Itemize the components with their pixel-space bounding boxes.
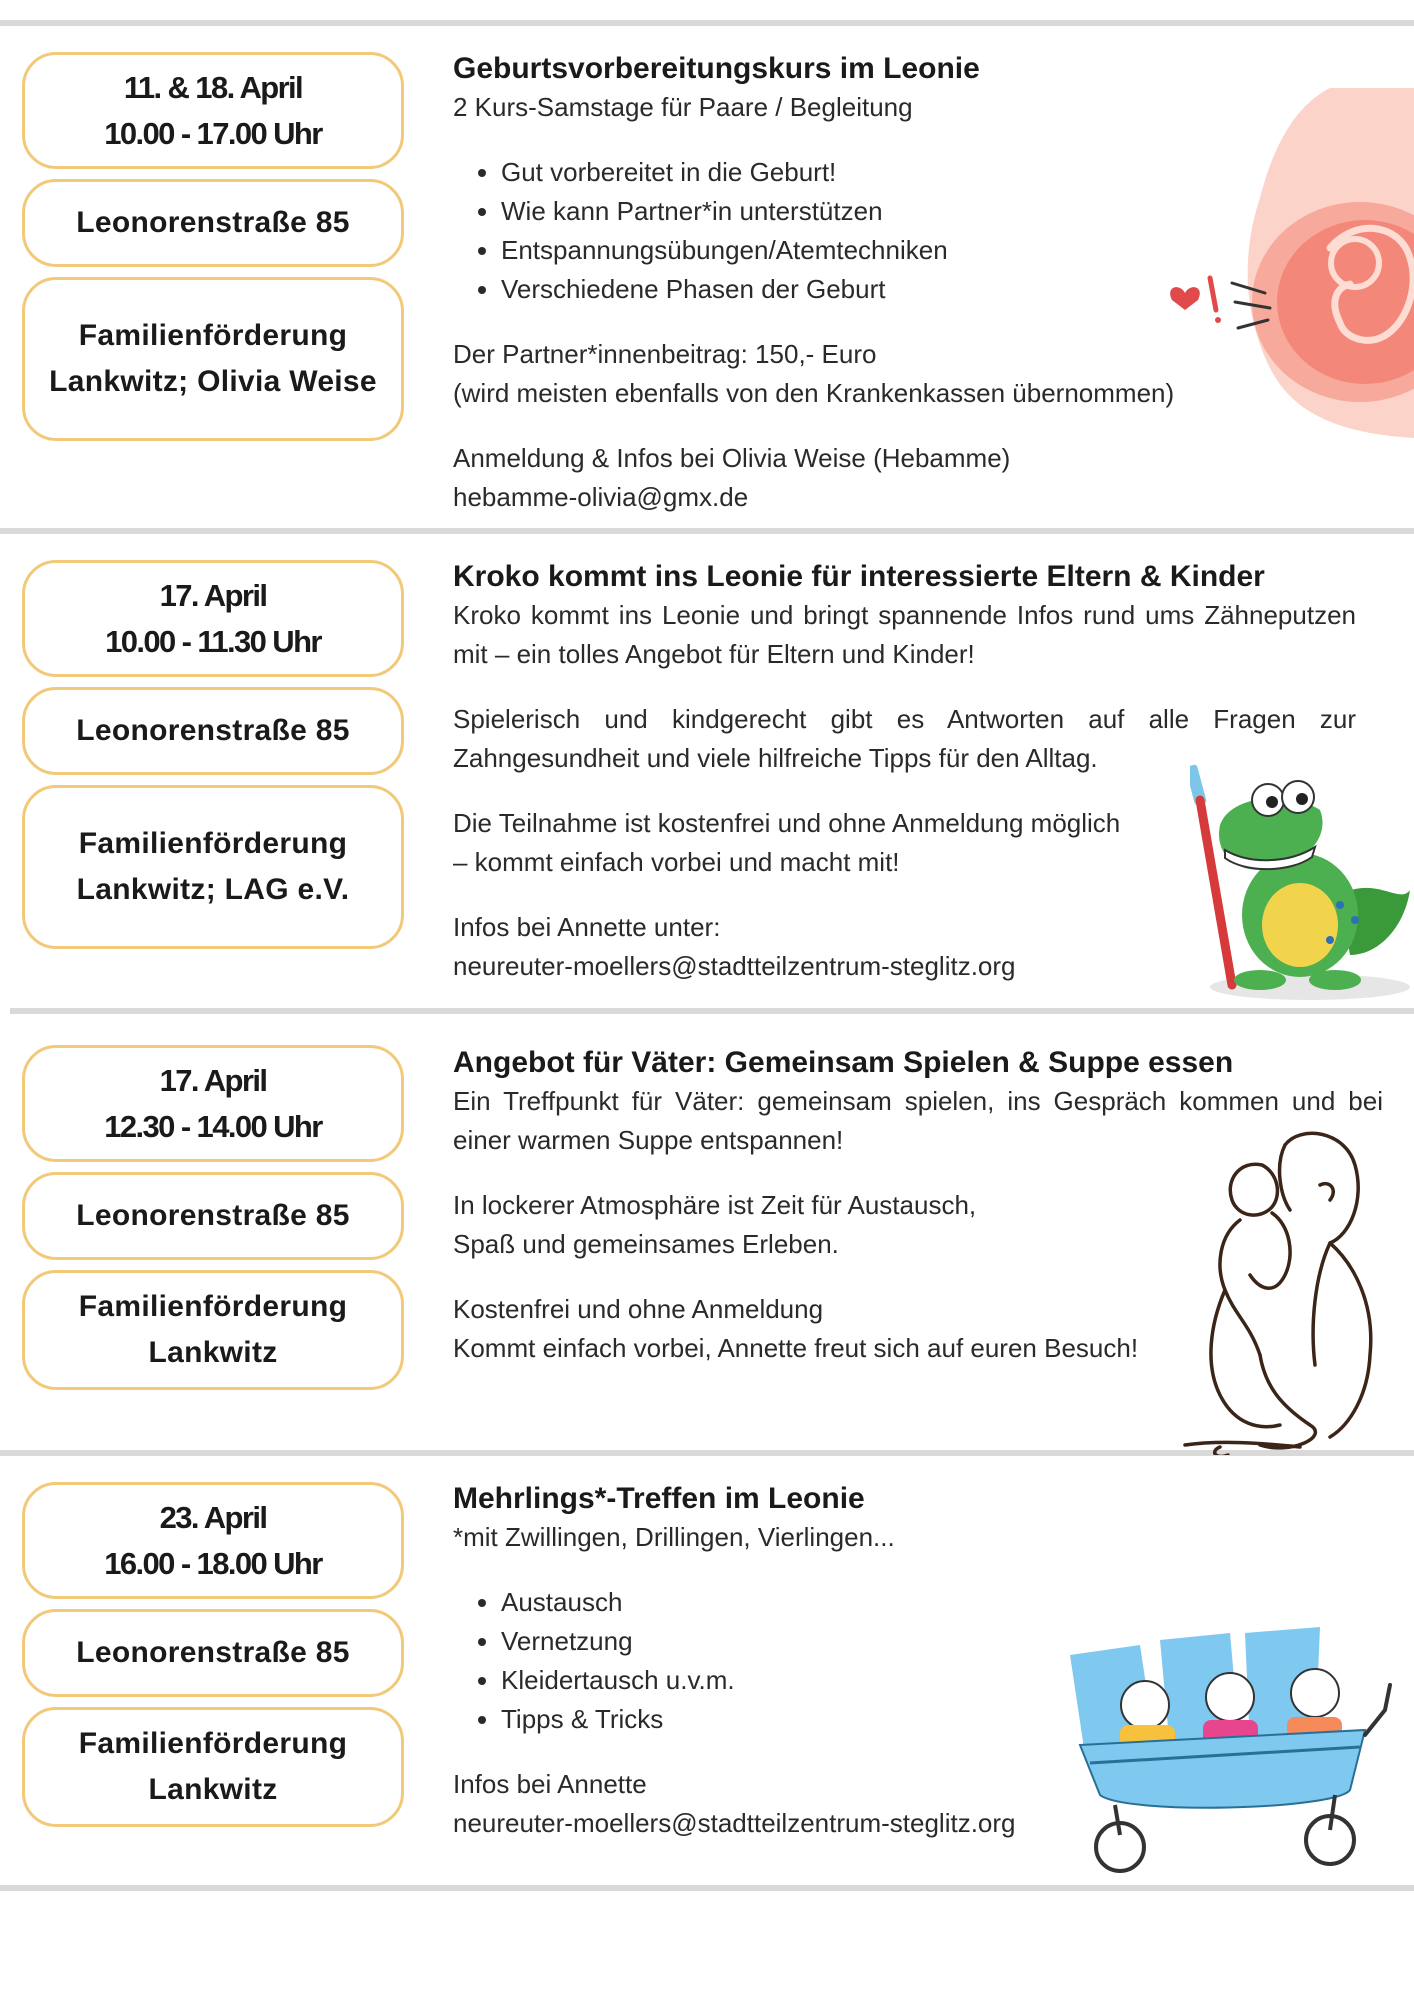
organizer-pill — [22, 1270, 404, 1390]
event-paragraph-1: Ein Treffpunkt für Väter: gemeinsam spielen, ins Gespräch kommen und bei einer warmen Suppe entspannen! — [453, 1086, 1383, 1155]
organizer-pill — [22, 277, 404, 441]
date-time-pill — [22, 52, 404, 169]
list-item: • Vernetzung — [501, 1622, 1353, 1661]
event-paragraph-3-line-2: Kommt einfach vorbei, Annette freut sich auf euren Besuch! — [453, 1333, 1139, 1363]
event-location: Leonorenstraße 85 — [76, 714, 350, 747]
list-item: • Entspannungsübungen/Atemtechniken — [501, 231, 1353, 270]
event-location: Leonorenstraße 85 — [76, 1636, 350, 1669]
event-paragraph-1: Kroko kommt ins Leonie und bringt spannende Infos rund ums Zähneputzen mit – ein tolles Angebot für Eltern und Kinder! — [453, 600, 1356, 669]
crocodile-toothbrush-illustration — [1190, 755, 1414, 1003]
contact-email[interactable]: hebamme-olivia@gmx.de — [453, 482, 749, 512]
list-item: • Verschiedene Phasen der Geburt — [501, 270, 1353, 309]
event-time: 10.00 - 11.30 Uhr — [105, 623, 321, 659]
location-pill — [22, 1172, 404, 1260]
event-date: 17. April — [159, 1062, 267, 1098]
event-title: Angebot für Väter: Gemeinsam Spielen & Suppe essen — [453, 1046, 1234, 1079]
event-date: 17. April — [159, 577, 267, 613]
event-paragraph-2-line-1: In lockerer Atmosphäre ist Zeit für Austausch, — [453, 1190, 977, 1220]
event-paragraph-3-line-1: Die Teilnahme ist kostenfrei und ohne Anmeldung möglich — [453, 808, 1121, 838]
list-item: • Austausch — [501, 1583, 1353, 1622]
list-item: • Gut vorbereitet in die Geburt! — [501, 153, 1353, 192]
organizer-line-1: Familienförderung — [78, 827, 348, 860]
event-date: 23. April — [159, 1499, 267, 1535]
event-subtitle: 2 Kurs-Samstage für Paare / Begleitung — [453, 92, 913, 122]
triplet-stroller-illustration — [1065, 1625, 1395, 1885]
event-date: 11. & 18. April — [123, 69, 303, 105]
event-time: 16.00 - 18.00 Uhr — [104, 1545, 322, 1581]
event-time: 12.30 - 14.00 Uhr — [104, 1108, 322, 1144]
organizer-pill — [22, 785, 404, 949]
list-item: • Kleidertausch u.v.m. — [501, 1661, 1353, 1700]
date-time-pill — [22, 1482, 404, 1599]
organizer-line-1: Familienförderung — [78, 1727, 348, 1760]
event-paragraph-3-line-1: Kostenfrei und ohne Anmeldung — [453, 1294, 824, 1324]
divider-2 — [10, 1008, 1414, 1014]
divider-1 — [0, 528, 1414, 534]
event-location: Leonorenstraße 85 — [76, 206, 350, 239]
event-paragraph-3-line-2: – kommt einfach vorbei und macht mit! — [453, 847, 900, 877]
organizer-line-2: Lankwitz — [148, 1773, 278, 1806]
fee-text: Der Partner*innenbeitrag: 150,- Euro — [453, 339, 877, 369]
divider-bottom — [0, 1885, 1414, 1891]
contact-text: Anmeldung & Infos bei Olivia Weise (Hebamme) — [453, 443, 1011, 473]
contact-text: Infos bei Annette — [453, 1769, 647, 1799]
date-time-pill — [22, 1045, 404, 1162]
event-title: Kroko kommt ins Leonie für interessierte Eltern & Kinder — [453, 560, 1265, 593]
contact-text: Infos bei Annette unter: — [453, 912, 721, 942]
event-paragraph-2-line-2: Spaß und gemeinsames Erleben. — [453, 1229, 839, 1259]
organizer-pill — [22, 1707, 404, 1827]
event-subtitle: *mit Zwillingen, Drillingen, Vierlingen... — [453, 1522, 895, 1552]
location-pill — [22, 1609, 404, 1697]
location-pill — [22, 179, 404, 267]
organizer-line-2: Lankwitz; LAG e.V. — [76, 873, 350, 906]
event-location: Leonorenstraße 85 — [76, 1199, 350, 1232]
fee-note: (wird meisten ebenfalls von den Krankenkassen übernommen) — [453, 378, 1175, 408]
organizer-line-2: Lankwitz; Olivia Weise — [49, 365, 377, 398]
list-item: • Wie kann Partner*in unterstützen — [501, 192, 1353, 231]
event-title: Geburtsvorbereitungskurs im Leonie — [453, 52, 980, 85]
father-child-illustration — [1180, 1125, 1414, 1455]
event-title: Mehrlings*-Treffen im Leonie — [453, 1482, 865, 1515]
date-time-pill — [22, 560, 404, 677]
event-time: 10.00 - 17.00 Uhr — [104, 115, 322, 151]
pregnant-belly-illustration — [1140, 88, 1414, 438]
event-paragraph-2: Spielerisch und kindgerecht gibt es Antworten auf alle Fragen zur Zahngesundheit und viele hilfreiche Tipps für den Alltag. — [453, 704, 1356, 773]
organizer-line-1: Familienförderung — [78, 319, 348, 352]
organizer-line-1: Familienförderung — [78, 1290, 348, 1323]
contact-email[interactable]: neureuter-moellers@stadtteilzentrum-steglitz.org — [453, 1808, 1016, 1838]
contact-email[interactable]: neureuter-moellers@stadtteilzentrum-steglitz.org — [453, 951, 1016, 981]
list-item: • Tipps & Tricks — [501, 1700, 1353, 1739]
organizer-line-2: Lankwitz — [148, 1336, 278, 1369]
location-pill — [22, 687, 404, 775]
divider-top — [0, 20, 1414, 26]
